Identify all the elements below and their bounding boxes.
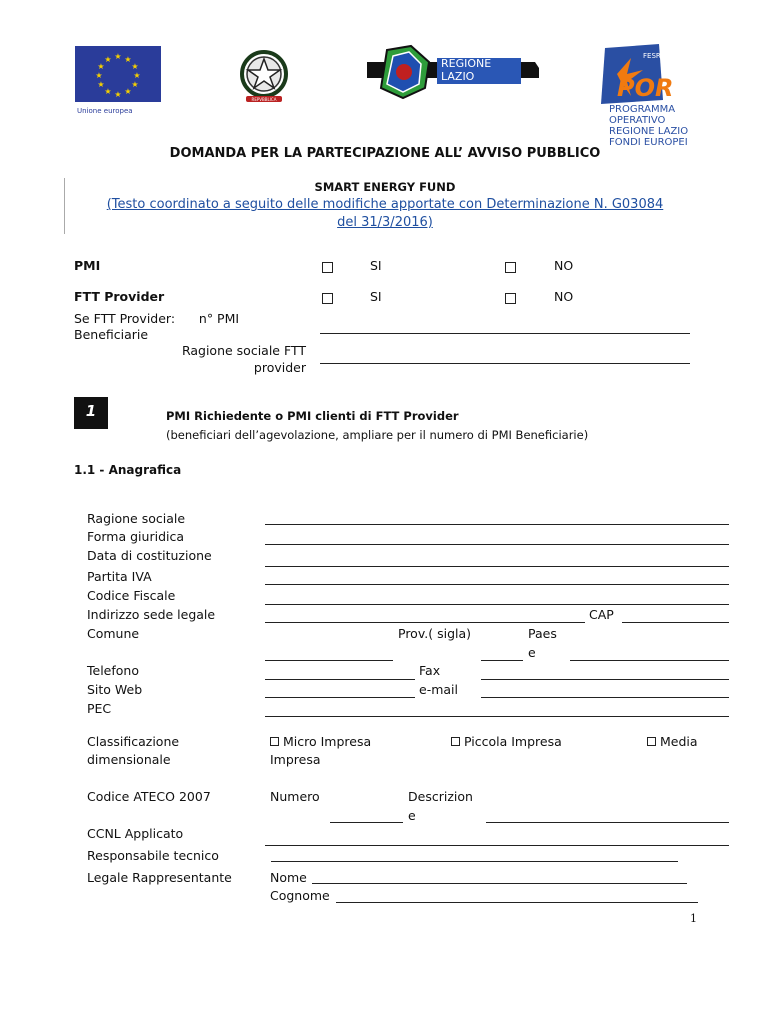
- comune-input[interactable]: [265, 660, 393, 661]
- por-line-4: FONDI EUROPEI: [609, 137, 688, 148]
- svg-text:★: ★: [97, 80, 105, 89]
- svg-text:★: ★: [97, 62, 105, 71]
- lazio-text-1: REGIONE: [441, 57, 492, 70]
- pmi-no-label: NO: [554, 258, 574, 273]
- sito-web-label: Sito Web: [87, 682, 143, 697]
- svg-text:★: ★: [114, 52, 122, 61]
- pec-label: PEC: [87, 701, 112, 716]
- ftt-no-label: NO: [554, 289, 574, 304]
- forma-giuridica-label: Forma giuridica: [87, 529, 185, 544]
- classificazione-label-2: dimensionale: [87, 752, 171, 767]
- por-top-text: FESR: [643, 52, 661, 60]
- nome-label: Nome: [270, 870, 307, 885]
- media-checkbox-icon[interactable]: [647, 737, 656, 746]
- ragione-ftt-label-line1: Ragione sociale FTT: [181, 343, 306, 358]
- piccola-impresa-option[interactable]: [451, 734, 562, 749]
- data-costituzione-label: Data di costituzione: [87, 548, 212, 563]
- responsabile-label: Responsabile tecnico: [87, 848, 219, 863]
- codice-fiscale-label: Codice Fiscale: [87, 588, 176, 603]
- ftt-no-checkbox[interactable]: [505, 293, 516, 304]
- partita-iva-label: Partita IVA: [87, 569, 152, 584]
- section-subtitle: (beneficiari dell’agevolazione, ampliare per il numero di PMI Beneficiarie): [166, 428, 589, 442]
- se-ftt-label-line1: Se FTT Provider: n° PMI: [74, 311, 240, 326]
- piccola-label: Piccola Impresa: [464, 734, 562, 749]
- sito-web-input[interactable]: [265, 697, 415, 698]
- telefono-label: Telefono: [87, 663, 139, 678]
- ftt-si-checkbox[interactable]: [322, 293, 333, 304]
- impresa-label: Impresa: [270, 752, 321, 767]
- svg-text:★: ★: [133, 71, 141, 80]
- ragione-ftt-input[interactable]: [320, 363, 690, 364]
- descrizione-label-1: Descrizion: [408, 789, 473, 804]
- section-title: PMI Richiedente o PMI clienti di FTT Provider: [166, 409, 459, 423]
- svg-text:★: ★: [124, 87, 132, 96]
- cognome-label: Cognome: [270, 888, 330, 903]
- por-line-2: OPERATIVO: [609, 115, 666, 126]
- se-ftt-label-line2: Beneficiarie: [74, 327, 149, 342]
- paese-label-1: Paes: [528, 626, 557, 641]
- email-label: e-mail: [419, 682, 458, 697]
- ftt-si-label: SI: [370, 289, 382, 304]
- pmi-si-checkbox[interactable]: [322, 262, 333, 273]
- ftt-label: FTT Provider: [74, 289, 165, 304]
- por-line-3: REGIONE LAZIO: [609, 126, 689, 137]
- svg-text:★: ★: [104, 87, 112, 96]
- ateco-numero-input[interactable]: [330, 822, 403, 823]
- ragione-ftt-label-line2: provider: [253, 360, 306, 375]
- lazio-text-2: LAZIO: [441, 70, 475, 83]
- paese-input[interactable]: [570, 660, 729, 661]
- determinazione-link-line2[interactable]: del 31/3/2016): [337, 215, 433, 230]
- comune-label: Comune: [87, 626, 140, 641]
- anagrafica-heading: 1.1 - Anagrafica: [74, 463, 182, 477]
- page-title: DOMANDA PER LA PARTECIPAZIONE ALL’ AVVISO PUBBLICO: [169, 146, 601, 161]
- indirizzo-input[interactable]: [265, 622, 585, 623]
- pmi-si-label: SI: [370, 258, 382, 273]
- email-input[interactable]: [481, 697, 729, 698]
- por-line-1: PROGRAMMA: [609, 104, 676, 115]
- legale-label: Legale Rappresentante: [87, 870, 232, 885]
- media-impresa-option[interactable]: [647, 734, 698, 749]
- ragione-sociale-input[interactable]: [265, 524, 729, 525]
- subtitle: SMART ENERGY FUND: [314, 180, 456, 194]
- emblem-icon: [236, 46, 292, 108]
- determinazione-link-line1[interactable]: (Testo coordinato a seguito delle modifiche apportate con Determinazione N. G03084: [106, 197, 664, 212]
- eu-caption: Unione europea: [77, 107, 133, 115]
- n-pmi-input[interactable]: [320, 333, 690, 334]
- svg-text:★: ★: [131, 80, 139, 89]
- micro-label: Micro Impresa: [283, 734, 372, 749]
- indirizzo-label: Indirizzo sede legale: [87, 607, 216, 622]
- nome-input[interactable]: [312, 883, 687, 884]
- ateco-label: Codice ATECO 2007: [87, 789, 211, 804]
- page-number: 1: [690, 912, 697, 925]
- cognome-input[interactable]: [336, 902, 698, 903]
- micro-impresa-option[interactable]: [270, 734, 371, 749]
- ateco-descrizione-input[interactable]: [486, 822, 729, 823]
- telefono-input[interactable]: [265, 679, 415, 680]
- italian-emblem: [236, 46, 292, 108]
- fax-label: Fax: [419, 663, 441, 678]
- por-fesr-logo: [597, 44, 707, 148]
- eu-flag-icon: [75, 46, 161, 102]
- svg-text:★: ★: [104, 55, 112, 64]
- cap-label: CAP: [589, 607, 614, 622]
- classificazione-label-1: Classificazione: [87, 734, 180, 749]
- por-lines: [609, 104, 688, 148]
- regione-lazio-logo: [367, 44, 539, 100]
- pmi-no-checkbox[interactable]: [505, 262, 516, 273]
- svg-text:★: ★: [95, 71, 103, 80]
- prov-label: Prov.( sigla): [398, 626, 472, 641]
- descrizione-label-2: e: [408, 808, 416, 823]
- paese-label-2: e: [528, 645, 536, 660]
- media-label: Media: [660, 734, 698, 749]
- forma-giuridica-input[interactable]: [265, 544, 729, 545]
- ragione-sociale-label: Ragione sociale: [87, 511, 186, 526]
- prov-input[interactable]: [481, 660, 523, 661]
- cap-input[interactable]: [622, 622, 729, 623]
- svg-text:★: ★: [124, 55, 132, 64]
- pmi-label: PMI: [74, 258, 101, 273]
- svg-text:REPVBBLICA: REPVBBLICA: [251, 97, 277, 102]
- por-big-text: POR: [617, 74, 674, 102]
- svg-text:★: ★: [131, 62, 139, 71]
- piccola-checkbox-icon[interactable]: [451, 737, 460, 746]
- codice-fiscale-input[interactable]: [265, 604, 729, 605]
- partita-iva-input[interactable]: [265, 584, 729, 585]
- pec-input[interactable]: [265, 716, 729, 717]
- micro-checkbox-icon[interactable]: [270, 737, 279, 746]
- svg-text:★: ★: [114, 90, 122, 99]
- section-number: 1: [85, 402, 97, 420]
- fax-input[interactable]: [481, 679, 729, 680]
- ccnl-label: CCNL Applicato: [87, 826, 184, 841]
- data-costituzione-input[interactable]: [265, 566, 729, 567]
- numero-label: Numero: [270, 789, 320, 804]
- section-number-box: [74, 397, 108, 429]
- responsabile-input[interactable]: [271, 861, 678, 862]
- ccnl-input[interactable]: [265, 845, 729, 846]
- eu-logo: [75, 46, 161, 115]
